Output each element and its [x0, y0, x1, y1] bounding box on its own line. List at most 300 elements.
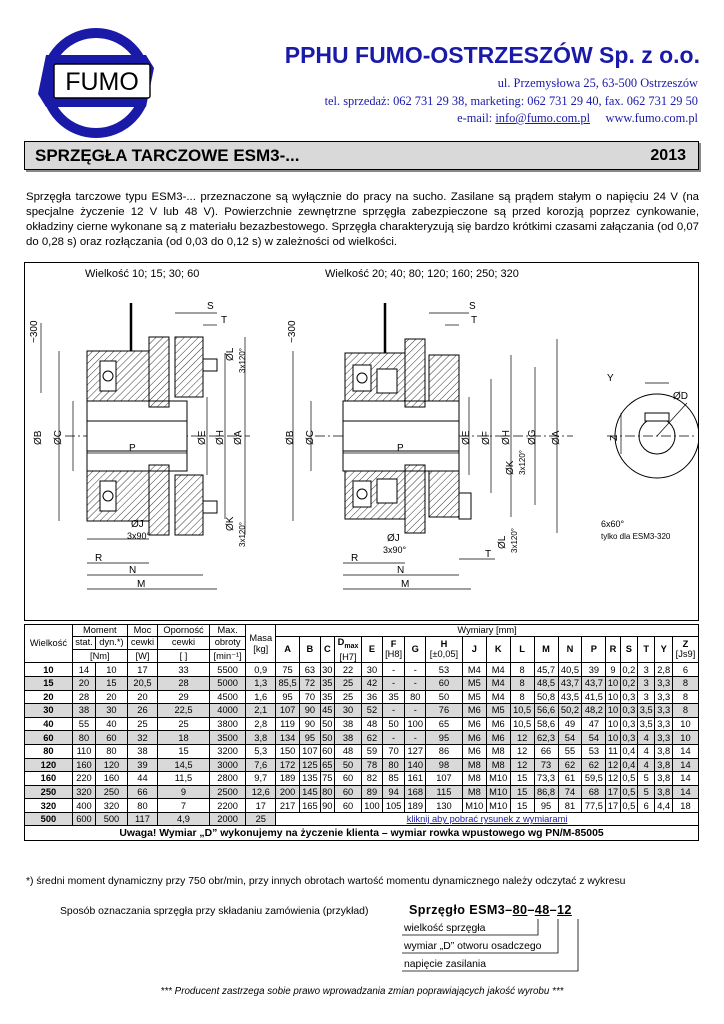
value-cell: 7,6 — [246, 758, 276, 772]
dim-label-e-right: ØE — [461, 430, 472, 445]
table-row — [25, 758, 699, 772]
col-header-moment: Moment — [72, 625, 127, 637]
value-cell: 17 — [607, 800, 619, 811]
value-cell: 135 — [300, 772, 321, 786]
dim-label-c-right: ØC — [305, 430, 316, 445]
value-cell: 85 — [382, 772, 405, 786]
value-cell: 78 — [362, 758, 383, 772]
value-cell: - — [382, 704, 405, 718]
value-cell: 50 — [322, 719, 333, 730]
value-cell: 48,5 — [534, 676, 558, 690]
value-cell: 28 — [72, 690, 95, 704]
dim-label-3x120-right: 3x120° — [518, 450, 527, 475]
size-cell: 40 — [25, 717, 73, 731]
value-cell: 134 — [276, 731, 300, 745]
dim-label-z: Z — [609, 434, 620, 441]
value-cell: 50 — [322, 732, 333, 743]
value-cell: 0,4 — [620, 744, 637, 758]
value-cell: 400 — [72, 799, 95, 813]
value-cell: 25 — [158, 717, 210, 731]
value-cell: 8 — [510, 676, 534, 690]
value-cell: M5 — [462, 676, 486, 690]
value-cell: 3000 — [209, 758, 246, 772]
technical-drawing — [24, 262, 699, 621]
email-prefix: e-mail: — [457, 111, 496, 125]
value-cell: 168 — [405, 785, 426, 799]
order-description: Sposób oznaczania sprzęgła przy składaniu zamówienia (przykład) — [60, 906, 369, 917]
value-cell: 43,7 — [582, 676, 606, 690]
value-cell: 62,3 — [534, 731, 558, 745]
dim-label-k-right: ØK — [505, 460, 516, 475]
value-cell: 65 — [322, 759, 333, 770]
value-cell: 10 — [607, 691, 619, 702]
col-header-power-unit: [W] — [127, 649, 157, 662]
value-cell: 10,5 — [510, 704, 534, 718]
value-cell: 25 — [334, 676, 361, 690]
value-cell: 30 — [334, 704, 361, 718]
value-cell: - — [405, 676, 426, 690]
value-cell: 20,5 — [127, 676, 157, 690]
value-cell: M6 — [462, 731, 486, 745]
value-cell: 0,9 — [246, 663, 276, 677]
value-cell: 2,8 — [246, 717, 276, 731]
value-cell: 36 — [362, 690, 383, 704]
value-cell: - — [405, 663, 426, 677]
order-legend-voltage: napięcie zasilania — [404, 959, 487, 970]
value-cell: 320 — [72, 785, 95, 799]
value-cell: 160 — [72, 758, 95, 772]
value-cell: 100 — [405, 717, 426, 731]
value-cell: 0,3 — [620, 731, 637, 745]
table-note: Uwaga! Wymiar „D” wykonujemy na życzenie klienta – wymiar rowka wpustowego wg PN/M-85005 — [25, 826, 699, 841]
value-cell: 10 — [672, 717, 698, 731]
value-cell: 85,5 — [276, 676, 300, 690]
table-note-row — [25, 826, 699, 841]
value-cell: 3 — [638, 676, 655, 690]
value-cell: 3,5 — [638, 717, 655, 731]
dim-label-y: Y — [607, 373, 614, 384]
value-cell: 60 — [426, 676, 463, 690]
col-header-speed-sub: obroty — [209, 636, 246, 649]
value-cell: 10 — [607, 732, 619, 743]
disclaimer: *** Producent zastrzega sobie prawo wprowadzania zmian poprawiających jakość wyrobu *** — [160, 986, 564, 997]
value-cell: 1,6 — [246, 690, 276, 704]
dim-label-m-right: M — [401, 579, 410, 590]
table-row — [25, 717, 699, 731]
value-cell: 25 — [127, 717, 157, 731]
value-cell: 12 — [510, 758, 534, 772]
order-legend — [380, 915, 600, 985]
value-cell: 140 — [405, 758, 426, 772]
company-phones: tel. sprzedaż: 062 731 29 38, marketing: 062 731 29 40, fax. 062 731 29 50 — [324, 94, 698, 108]
value-cell: 4 — [638, 744, 655, 758]
size-cell: 60 — [25, 731, 73, 745]
table-row — [25, 785, 699, 799]
value-cell: 30 — [362, 663, 383, 677]
value-cell: 43,7 — [558, 676, 582, 690]
company-name: PPHU FUMO-OSTRZESZÓW Sp. z o.o. — [284, 42, 700, 68]
footnote: *) średni moment dynamiczny przy 750 obr/min, przy innych obrotach wartość momentu dynamicznego należy odczytać z wykresu — [26, 876, 626, 887]
dim-label-t-right: T — [471, 315, 478, 326]
value-cell: 0,2 — [620, 663, 637, 677]
value-cell: 48 — [334, 744, 361, 758]
value-cell: 30 — [322, 664, 333, 675]
dim-label-s-right: S — [469, 301, 476, 312]
dim-label-l: ØL — [225, 347, 236, 361]
value-cell: 320 — [96, 799, 128, 813]
value-cell: 40,5 — [558, 663, 582, 677]
col-header-power-sub: cewki — [127, 636, 157, 649]
value-cell: 66 — [534, 744, 558, 758]
value-cell: 189 — [405, 799, 426, 813]
value-cell: 75 — [322, 773, 333, 784]
value-cell: - — [405, 731, 426, 745]
dim-label-m: M — [137, 579, 146, 590]
dim-label-j: ØJ — [131, 519, 144, 530]
value-cell: 10 — [672, 731, 698, 745]
value-cell: 10 — [607, 678, 619, 689]
value-cell: 3,3 — [655, 690, 672, 704]
value-cell: - — [382, 676, 405, 690]
size-cell: 30 — [25, 704, 73, 718]
value-cell: 32 — [127, 731, 157, 745]
table-row — [25, 799, 699, 813]
dim-label-6x60: 6x60° — [601, 519, 625, 529]
value-cell: 39 — [582, 663, 606, 677]
product-description: Sprzęgła tarczowe typu ESM3-... przeznaczone są wyłącznie do pracy na sucho. Zasilane są prądem stałym o napięciu 24 V (na specjalne życzenie 12 V lub 48 V). Powierzchnie zewnętrzne sprzęgła zabezpieczone są przed korozją poprzez cynkowanie, okładziny cierne wykonane są z materiału bezazbestowego. Sprzęgła charakteryzują się bardzo krótkimi czasami załączania (od 0,07 do 0,28 s) oraz rozłączania (od 0,03 do 0,12 s) w zależności od wielkości. — [26, 191, 699, 249]
value-cell: 49 — [558, 717, 582, 731]
value-cell: 11 — [606, 744, 620, 758]
dim-label-3x120-top: 3x120° — [238, 348, 247, 373]
value-cell: 77,5 — [582, 799, 606, 813]
value-cell: M6 — [462, 704, 486, 718]
value-cell: 4 — [638, 758, 655, 772]
value-cell: 4000 — [209, 704, 246, 718]
value-cell: 89 — [362, 785, 383, 799]
value-cell: 17 — [127, 663, 157, 677]
value-cell: 4,4 — [655, 799, 672, 813]
value-cell: M8 — [462, 785, 486, 799]
value-cell: 62 — [582, 758, 606, 772]
value-cell: 75 — [276, 663, 300, 677]
value-cell: 165 — [300, 799, 321, 813]
size-cell: 80 — [25, 744, 73, 758]
value-cell: 160 — [96, 772, 128, 786]
dim-label-c: ØC — [53, 430, 64, 445]
value-cell: 3,5 — [638, 704, 655, 718]
value-cell: 0,2 — [620, 676, 637, 690]
value-cell: 172 — [276, 758, 300, 772]
value-cell: 3,3 — [655, 731, 672, 745]
value-cell: 80 — [382, 758, 405, 772]
value-cell: 5 — [638, 772, 655, 786]
value-cell: 55 — [558, 744, 582, 758]
email-link[interactable]: info@fumo.com.pl — [495, 111, 591, 125]
size-cell: 160 — [25, 772, 73, 786]
value-cell: 29 — [158, 690, 210, 704]
value-cell: 110 — [72, 744, 95, 758]
value-cell: 60 — [334, 772, 361, 786]
value-cell: M10 — [462, 799, 486, 813]
value-cell: 14 — [672, 758, 698, 772]
value-cell: 15 — [158, 744, 210, 758]
value-cell: 8 — [672, 690, 698, 704]
value-cell: 15 — [510, 799, 534, 813]
col-header-moment-unit: [Nm] — [72, 649, 127, 662]
size-cell: 320 — [25, 799, 73, 813]
download-drawing-link[interactable]: kliknij aby pobrać rysunek z wymiarami — [276, 812, 699, 826]
value-cell: 9 — [158, 785, 210, 799]
value-cell: 0,3 — [620, 690, 637, 704]
value-cell: 98 — [426, 758, 463, 772]
value-cell: 189 — [276, 772, 300, 786]
dim-label-n-right: N — [397, 565, 405, 576]
value-cell: 2200 — [209, 799, 246, 813]
value-cell: 5,3 — [246, 744, 276, 758]
value-cell: 58,6 — [534, 717, 558, 731]
value-cell: M10 — [486, 785, 510, 799]
value-cell: 2,1 — [246, 704, 276, 718]
value-cell: 2500 — [209, 785, 246, 799]
value-cell: 14 — [72, 663, 95, 677]
value-cell: 12 — [510, 744, 534, 758]
col-header-speed: Max. — [209, 625, 246, 637]
value-cell: 0,5 — [620, 799, 637, 813]
website-link[interactable]: www.fumo.com.pl — [605, 111, 698, 125]
col-header-moment-dyn: dyn.*) — [96, 636, 128, 649]
value-cell: 130 — [426, 799, 463, 813]
value-cell: 59,5 — [582, 772, 606, 786]
value-cell: 74 — [558, 785, 582, 799]
value-cell: 90 — [322, 800, 333, 811]
value-cell: 9,7 — [246, 772, 276, 786]
value-cell: 14 — [672, 772, 698, 786]
value-cell: 50,8 — [534, 690, 558, 704]
value-cell: M6 — [486, 731, 510, 745]
dim-label-t-right-b: T — [485, 549, 492, 560]
value-cell: 125 — [300, 758, 321, 772]
value-cell: 90 — [300, 704, 321, 718]
value-cell: 62 — [362, 731, 383, 745]
value-cell: 200 — [276, 785, 300, 799]
value-cell: 14 — [672, 744, 698, 758]
dim-label-p-right: P — [397, 443, 404, 454]
dim-label-h: ØH — [215, 430, 226, 445]
value-cell: 95 — [426, 731, 463, 745]
value-cell: 18 — [158, 731, 210, 745]
value-cell: 3,8 — [655, 772, 672, 786]
value-cell: 3 — [638, 663, 655, 677]
value-cell: 14 — [672, 785, 698, 799]
col-header-resist-sub: cewki — [158, 636, 210, 649]
left-section-view — [41, 303, 250, 589]
value-cell: 40 — [96, 717, 128, 731]
table-row — [25, 731, 699, 745]
value-cell: 145 — [300, 785, 321, 799]
value-cell: 50,2 — [558, 704, 582, 718]
value-cell: 95 — [534, 799, 558, 813]
value-cell: 8 — [510, 663, 534, 677]
value-cell: 10 — [607, 705, 619, 716]
value-cell: 22 — [334, 663, 361, 677]
value-cell: 70 — [300, 690, 321, 704]
value-cell: - — [382, 663, 405, 677]
value-cell: 25 — [334, 690, 361, 704]
logo-text: FUMO — [65, 68, 139, 96]
dim-label-j-right: ØJ — [387, 533, 400, 544]
value-cell: 80 — [127, 799, 157, 813]
value-cell: 41,5 — [582, 690, 606, 704]
company-contact-line — [178, 111, 698, 126]
value-cell: 28 — [158, 676, 210, 690]
value-cell: 0,4 — [620, 758, 637, 772]
value-cell: 35 — [382, 690, 405, 704]
col-header-power: Moc — [127, 625, 157, 637]
title-bar — [24, 141, 699, 170]
value-cell: 54 — [582, 731, 606, 745]
col-header-speed-unit: [min⁻¹] — [209, 649, 246, 662]
value-cell: 10 — [96, 663, 128, 677]
value-cell: 63 — [300, 663, 321, 677]
value-cell: 220 — [72, 772, 95, 786]
page-title: SPRZĘGŁA TARCZOWE ESM3-... — [35, 146, 300, 165]
col-header-moment-stat: stat. — [72, 636, 95, 649]
value-cell: 100 — [362, 799, 383, 813]
value-cell: 0,3 — [620, 717, 637, 731]
value-cell: 10 — [607, 719, 619, 730]
value-cell: 127 — [405, 744, 426, 758]
order-legend-bore: wymiar „D” otworu osadczego — [404, 941, 542, 952]
value-cell: 3200 — [209, 744, 246, 758]
value-cell: 12,6 — [246, 785, 276, 799]
dim-label-s: S — [207, 301, 214, 312]
value-cell: 81 — [558, 799, 582, 813]
dim-label-3x120-right-b: 3x120° — [510, 528, 519, 553]
value-cell: M8 — [486, 758, 510, 772]
dim-label-t: T — [221, 315, 228, 326]
value-cell: 8 — [510, 690, 534, 704]
value-cell: 8 — [672, 704, 698, 718]
value-cell: 2,8 — [655, 663, 672, 677]
value-cell: 50 — [382, 717, 405, 731]
value-cell: 20 — [72, 676, 95, 690]
value-cell: 65 — [426, 717, 463, 731]
size-cell: 15 — [25, 676, 73, 690]
value-cell: 115 — [426, 785, 463, 799]
value-cell: 15 — [96, 676, 128, 690]
value-cell: 8 — [672, 676, 698, 690]
value-cell: 38 — [127, 744, 157, 758]
value-cell: 0,5 — [620, 772, 637, 786]
value-cell: 15 — [510, 785, 534, 799]
dim-label-g-right: ØG — [527, 429, 538, 445]
value-cell: 7 — [158, 799, 210, 813]
specification-rows — [25, 663, 699, 841]
value-cell: 0,3 — [620, 704, 637, 718]
col-header-resist: Oporność — [158, 625, 210, 637]
value-cell: 54 — [558, 731, 582, 745]
value-cell: 15 — [510, 772, 534, 786]
value-cell: 22,5 — [158, 704, 210, 718]
company-logo — [26, 28, 176, 138]
order-code: Sprzęgło ESM3–80–48–12 — [409, 903, 572, 917]
value-cell: 50 — [334, 758, 361, 772]
value-cell: 14,5 — [158, 758, 210, 772]
dim-label-p: P — [129, 443, 136, 454]
value-cell: 3500 — [209, 731, 246, 745]
value-cell: 48 — [362, 717, 383, 731]
value-cell: 52 — [362, 704, 383, 718]
value-cell: 90 — [300, 717, 321, 731]
value-cell: 9 — [606, 663, 620, 677]
value-cell: 82 — [362, 772, 383, 786]
value-cell: 44 — [127, 772, 157, 786]
value-cell: 70 — [382, 744, 405, 758]
value-cell: 60 — [334, 799, 361, 813]
specification-table: Wielkość Moment Moc Oporność Max. Masa [kg] Wymiary [mm] stat. dyn.*) cewki cewki obroty A B C $D_{max}$ [H7] E F [H8] G H [±0,05] J K L M N P R S T Y Z [Js9] [Nm] [W] [ ] [min⁻¹] 10 14 10 17 33 5500 0,9 75 63 30 22 30 - - 53 M4 M4 8 45,7 40,5 39 9 0,2 3 2,8 6 15 20 15 20,5 28 5000 1,3 85,5 72 35 25 42 - - 60 M5 M4 8 48,5 43,7 43,7 10 0,2 3 3,3 8 20 28 20 20 29 4500 1,6 95 70 35 25 36 35 80 50 M5 M4 8 50,8 43,5 41,5 10 0,3 3 3,3 8 30 38 30 26 22,5 4000 2,1 107 90 45 30 52 - - 76 M6 M5 10,5 56,6 50,2 48,2 10 0,3 3,5 3,3 8 40 55 40 25 25 3800 2,8 119 90 50 38 48 50 100 65 M6 M6 10,5 58,6 49 47 10 0,3 3,5 3,3 10 60 80 60 32 18 3500 3,8 134 95 50 38 62 - - 95 M6 M6 12 62,3 54 54 10 0,3 4 3,3 10 80 110 80 38 15 3200 5,3 150 107 60 48 59 70 127 86 M6 M8 12 66 55 53 11 0,4 4 3,8 14 120 160 120 39 14,5 3000 7,6 172 125 65 50 78 80 140 98 M8 M8 12 73 62 62 12 0,4 4 3,8 14 160 220 160 44 11,5 2800 9,7 189 135 75 60 82 85 161 107 M8 M10 15 73,3 61 59,5 12 0,5 5 3,8 14 250 320 250 66 9 2500 12,6 200 145 80 60 89 94 168 115 M8 M10 15 86,8 74 68 17 0,5 5 3,8 14 320 400 320 80 7 2200 17 217 165 90 60 100 105 189 130 M10 M10 15 95 81 77,5 17 0,5 6 4,4 18 500 600 500 117 4,9 2000 25 kliknij aby pobrać rysunek z wymiarami Uwaga! Wymiar „D” wykonujemy na życzenie klienta – wymiar rowka wpustowego wg PN/M-85005 — [24, 624, 699, 841]
value-cell: 3 — [638, 690, 655, 704]
value-cell: 5 — [638, 785, 655, 799]
value-cell: 20 — [127, 690, 157, 704]
value-cell: 120 — [96, 758, 128, 772]
value-cell: M10 — [486, 799, 510, 813]
value-cell: 86 — [426, 744, 463, 758]
value-cell: 73 — [534, 758, 558, 772]
value-cell: 62 — [558, 758, 582, 772]
value-cell: 4500 — [209, 690, 246, 704]
dim-label-a-right: ØA — [551, 430, 562, 445]
value-cell: 86,8 — [534, 785, 558, 799]
value-cell: 5500 — [209, 663, 246, 677]
value-cell: M5 — [462, 690, 486, 704]
dim-label-b: ØB — [33, 430, 44, 445]
value-cell: 73,3 — [534, 772, 558, 786]
value-cell: 250 — [96, 785, 128, 799]
value-cell: 3,3 — [655, 717, 672, 731]
col-header-mass: Masa [kg] — [246, 625, 276, 663]
col-header-dims: Wymiary [mm] — [276, 625, 699, 637]
title-year: 2013 — [650, 147, 686, 164]
value-cell: 6 — [672, 663, 698, 677]
dim-label-e: ØE — [197, 430, 208, 445]
value-cell: 38 — [334, 717, 361, 731]
value-cell: 95 — [300, 731, 321, 745]
value-cell: 3,8 — [655, 744, 672, 758]
value-cell: 38 — [334, 731, 361, 745]
value-cell: 107 — [300, 744, 321, 758]
value-cell: M6 — [462, 744, 486, 758]
value-cell: 3,8 — [246, 731, 276, 745]
value-cell: 76 — [426, 704, 463, 718]
dim-label-h-right: ØH — [501, 430, 512, 445]
value-cell: M8 — [462, 758, 486, 772]
value-cell: M10 — [486, 772, 510, 786]
value-cell: M4 — [462, 663, 486, 677]
value-cell: 3800 — [209, 717, 246, 731]
value-cell: 17 — [607, 787, 619, 797]
size-cell: 120 — [25, 758, 73, 772]
value-cell: M4 — [486, 676, 510, 690]
value-cell: - — [382, 731, 405, 745]
value-cell: M4 — [486, 690, 510, 704]
value-cell: 45,7 — [534, 663, 558, 677]
value-cell: 66 — [127, 785, 157, 799]
value-cell: 95 — [276, 690, 300, 704]
value-cell: 45 — [322, 705, 333, 716]
value-cell: 105 — [382, 799, 405, 813]
value-cell: 3,8 — [655, 785, 672, 799]
table-row-500: 500 600 500 117 4,9 2000 25 kliknij aby pobrać rysunek z wymiarami — [25, 812, 699, 826]
